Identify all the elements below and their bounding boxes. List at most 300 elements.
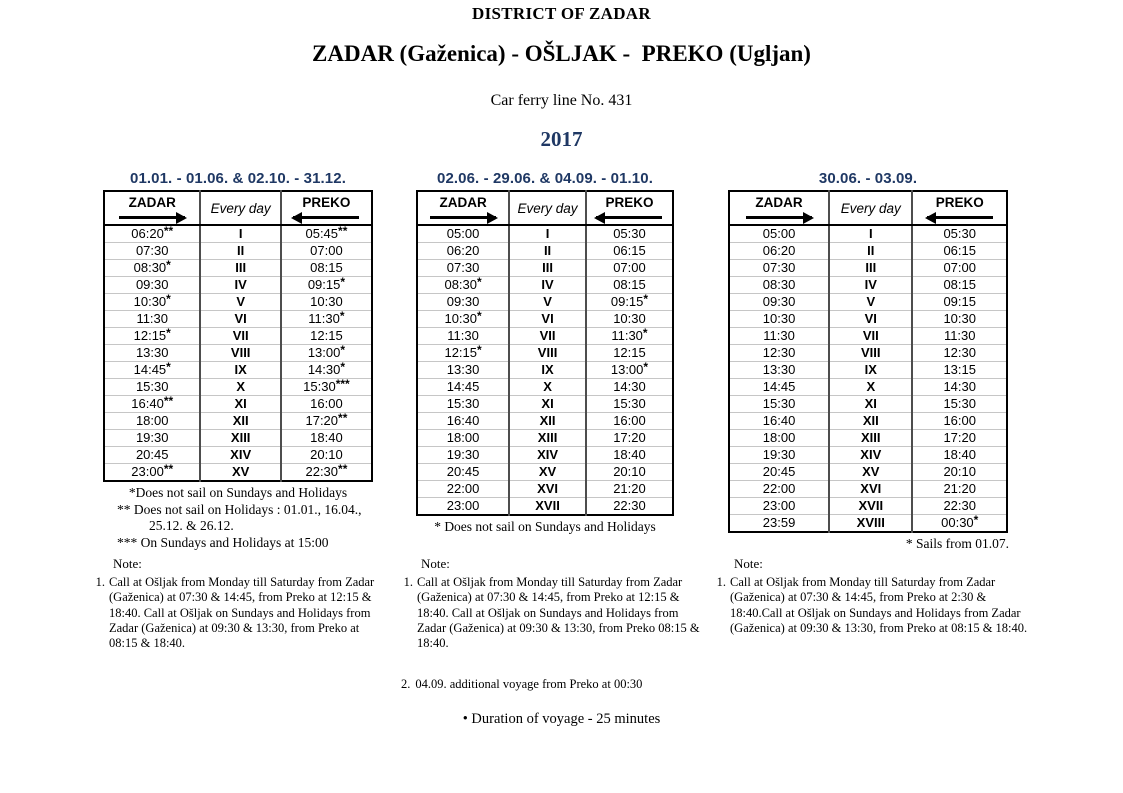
departure-time-cell <box>417 260 509 277</box>
trip-number-cell: XV <box>509 464 586 481</box>
table-row <box>104 447 372 464</box>
time-value: 06:20 <box>131 226 164 241</box>
time-value: 13:15 <box>943 362 976 377</box>
table-row <box>417 430 673 447</box>
arrival-time-cell <box>586 498 673 516</box>
time-value: 08:30 <box>444 277 478 292</box>
table-row <box>417 311 673 328</box>
time-value: 18:00 <box>762 430 796 445</box>
arrival-time-cell <box>586 243 673 260</box>
departure-time-cell <box>104 379 200 396</box>
departure-time-cell <box>417 430 509 447</box>
note-item-text: Call at Ošljak from Monday till Saturday from Zadar (Gaženica) at 07:30 & 14:45, from Preko at 12:15 & 18:40. Call at Ošljak on Sundays and Holidays from Zadar (Gaženica) at 09:30 & 13:30, from Preko 08:15 & 18:40. <box>417 575 700 651</box>
departure-time-cell <box>104 311 200 328</box>
footnote-marker: ** <box>163 394 174 408</box>
departure-time-cell <box>104 294 200 311</box>
trip-number-cell: III <box>509 260 586 277</box>
table-row <box>729 277 1007 294</box>
trip-number-cell: XIII <box>200 430 280 447</box>
arrival-time-cell <box>281 379 372 396</box>
departure-time-cell <box>729 379 829 396</box>
table-row <box>729 498 1007 515</box>
trip-number-cell: XI <box>509 396 586 413</box>
footnote-marker: * <box>643 292 649 306</box>
arrival-time-cell <box>912 362 1007 379</box>
arrival-time-cell <box>912 311 1007 328</box>
time-value: 10:30 <box>444 311 478 326</box>
table-row <box>729 379 1007 396</box>
arrival-time-cell <box>281 294 372 311</box>
trip-number-cell: VII <box>829 328 912 345</box>
time-value: 13:30 <box>446 362 480 377</box>
trip-number-cell: XVII <box>829 498 912 515</box>
departure-time-cell <box>104 225 200 243</box>
departure-time-cell <box>417 243 509 260</box>
departure-time-cell <box>104 413 200 430</box>
departure-time-cell <box>417 345 509 362</box>
footnote-marker: * <box>643 360 649 374</box>
trip-number-cell: XVII <box>509 498 586 516</box>
year-title: 2017 <box>540 127 583 151</box>
table-row <box>417 447 673 464</box>
arrival-time-cell <box>586 362 673 379</box>
trip-number-cell: I <box>200 225 280 243</box>
departure-time-cell <box>417 396 509 413</box>
table-footnote: ** Does not sail on Holidays : 01.01., 16.04., 25.12. & 26.12. <box>117 501 362 533</box>
time-value: 08:15 <box>310 260 343 275</box>
time-value: 10:30 <box>310 294 343 309</box>
footnote-marker: ** <box>163 462 174 476</box>
arrival-time-cell <box>912 345 1007 362</box>
time-value: 18:40 <box>613 447 646 462</box>
table-row <box>729 447 1007 464</box>
column-header-zadar <box>417 191 509 225</box>
time-value: 13:00 <box>307 345 341 360</box>
departure-time-cell <box>104 396 200 413</box>
footnote-marker: * <box>166 326 171 340</box>
time-value: 05:30 <box>613 226 646 241</box>
time-value: 06:15 <box>943 243 976 258</box>
trip-number-cell: I <box>509 225 586 243</box>
column-header-every-day: Every day <box>200 191 280 225</box>
arrival-time-cell <box>586 481 673 498</box>
footnote-marker: ** <box>163 224 174 238</box>
timetable-column-2 <box>402 170 688 536</box>
note-item-text: Call at Ošljak from Monday till Saturday from Zadar (Gaženica) at 07:30 & 14:45, from Preko at 12:15 & 18:40. Call at Ošljak on Sundays and Holidays from Zadar (Gaženica) at 09:30 & 13:30, from Preko at 08:15 & 18:40. <box>109 575 375 651</box>
trip-number-cell: VIII <box>200 345 280 362</box>
time-value: 14:45 <box>133 362 167 377</box>
destination-port-label: PREKO <box>302 195 351 210</box>
note-item-text: Call at Ošljak from Monday till Saturday from Zadar (Gaženica) at 07:30 & 14:45, from Preko at 2:30 & 18:40.Call at Ošljak on Sundays and Holidays from Zadar (Gaženica) at 09:30 & 13:30, from Preko at 08:15 & 18:40. <box>730 575 1028 635</box>
departure-time-cell <box>417 464 509 481</box>
departure-time-cell <box>104 464 200 482</box>
time-value: 07:00 <box>943 260 976 275</box>
footnote-marker: * <box>340 343 346 357</box>
trip-number-cell: XIII <box>509 430 586 447</box>
table-row <box>417 498 673 516</box>
time-value: 06:15 <box>613 243 646 258</box>
table-header-row <box>104 191 372 225</box>
arrival-time-cell <box>281 362 372 379</box>
trip-number-cell: IX <box>200 362 280 379</box>
departure-time-cell <box>104 328 200 345</box>
arrival-time-cell <box>912 225 1007 243</box>
time-value: 18:00 <box>446 430 480 445</box>
departure-time-cell <box>729 294 829 311</box>
note-item-number: 2. <box>401 677 411 691</box>
timetable-column-3 <box>714 170 1022 553</box>
time-value: 07:30 <box>762 260 796 275</box>
time-value: 06:20 <box>446 243 480 258</box>
time-value: 07:00 <box>310 243 343 258</box>
time-value: 09:15 <box>307 277 341 292</box>
trip-number-cell: II <box>829 243 912 260</box>
notes-section-3 <box>716 556 1030 636</box>
footnote-marker: * <box>477 343 482 357</box>
table-row <box>104 430 372 447</box>
time-value: 20:10 <box>613 464 646 479</box>
additional-voyage-note <box>401 677 642 692</box>
table-row <box>417 294 673 311</box>
time-value: 05:45 <box>305 226 339 241</box>
arrival-time-cell <box>912 515 1007 533</box>
time-value: 08:30 <box>133 260 167 275</box>
trip-number-cell: VI <box>509 311 586 328</box>
time-value: 10:30 <box>133 294 167 309</box>
table-row <box>417 260 673 277</box>
arrival-time-cell <box>281 260 372 277</box>
note-label: Note: <box>734 556 763 571</box>
note-item-text: 04.09. additional voyage from Preko at 00:30 <box>415 677 643 691</box>
departure-time-cell <box>729 481 829 498</box>
trip-number-cell: III <box>829 260 912 277</box>
table-row <box>729 345 1007 362</box>
time-value: 18:40 <box>943 447 976 462</box>
departure-time-cell <box>104 430 200 447</box>
table-footnotes <box>727 536 1009 553</box>
arrival-time-cell <box>281 243 372 260</box>
time-value: 21:20 <box>943 481 976 496</box>
time-value: 13:00 <box>610 362 644 377</box>
time-value: 05:00 <box>762 226 796 241</box>
table-row <box>729 430 1007 447</box>
trip-number-cell: XVIII <box>829 515 912 533</box>
departure-time-cell <box>729 498 829 515</box>
footnote-marker: * <box>166 258 171 272</box>
departure-time-cell <box>104 362 200 379</box>
departure-time-cell <box>729 328 829 345</box>
time-value: 09:30 <box>762 294 796 309</box>
departure-time-cell <box>417 362 509 379</box>
column-header-preko <box>281 191 372 225</box>
time-value: 07:30 <box>135 243 169 258</box>
time-value: 15:30 <box>613 396 646 411</box>
time-value: 09:30 <box>446 294 480 309</box>
note-item <box>95 575 387 651</box>
arrival-time-cell <box>912 396 1007 413</box>
date-range-header: 01.01. - 01.06. & 02.10. - 31.12. <box>130 170 346 187</box>
time-value: 17:20 <box>613 430 646 445</box>
trip-number-cell: XVI <box>829 481 912 498</box>
arrival-time-cell <box>912 464 1007 481</box>
table-header-row <box>729 191 1007 225</box>
trip-number-cell: V <box>509 294 586 311</box>
time-value: 14:30 <box>613 379 646 394</box>
departure-time-cell <box>417 277 509 294</box>
time-value: 22:30 <box>943 498 976 513</box>
table-row <box>417 396 673 413</box>
time-value: 11:30 <box>943 328 976 343</box>
arrival-time-cell <box>586 464 673 481</box>
table-row <box>104 396 372 413</box>
column-header-preko <box>586 191 673 225</box>
trip-number-cell: II <box>200 243 280 260</box>
origin-port-label: ZADAR <box>439 195 487 210</box>
table-row <box>104 243 372 260</box>
time-value: 11:30 <box>136 311 169 326</box>
time-value: 20:45 <box>446 464 480 479</box>
arrival-time-cell <box>586 447 673 464</box>
departure-time-cell <box>104 260 200 277</box>
departure-time-cell <box>417 481 509 498</box>
time-value: 11:30 <box>308 311 340 326</box>
table-row <box>417 243 673 260</box>
trip-number-cell: XIV <box>829 447 912 464</box>
time-value: 10:30 <box>762 311 796 326</box>
arrival-time-cell <box>281 277 372 294</box>
time-value: 11:30 <box>447 328 479 343</box>
table-row <box>104 362 372 379</box>
trip-number-cell: IV <box>829 277 912 294</box>
departure-time-cell <box>729 447 829 464</box>
notes-section-1 <box>95 556 387 651</box>
arrival-time-cell <box>912 447 1007 464</box>
arrow-left-icon <box>596 216 662 219</box>
notes-section-2 <box>403 556 705 651</box>
note-label: Note: <box>113 556 142 571</box>
footnote-marker: ** <box>338 462 348 476</box>
departure-time-cell <box>729 345 829 362</box>
table-row <box>417 362 673 379</box>
table-row <box>104 345 372 362</box>
arrival-time-cell <box>912 260 1007 277</box>
time-value: 14:45 <box>446 379 480 394</box>
table-footnote: * Does not sail on Sundays and Holidays <box>434 519 656 534</box>
table-row <box>417 345 673 362</box>
note-item <box>403 575 705 651</box>
arrival-time-cell <box>912 498 1007 515</box>
ferry-timetable <box>416 190 674 516</box>
footnote-marker: * <box>339 309 345 323</box>
time-value: 22:30 <box>305 464 339 479</box>
trip-number-cell: VIII <box>829 345 912 362</box>
arrival-time-cell <box>912 413 1007 430</box>
arrow-left-icon <box>293 216 359 219</box>
time-value: 11:30 <box>763 328 795 343</box>
trip-number-cell: III <box>200 260 280 277</box>
destination-port-label: PREKO <box>935 195 984 210</box>
departure-time-cell <box>417 498 509 516</box>
time-value: 10:30 <box>613 311 646 326</box>
arrival-time-cell <box>281 328 372 345</box>
time-value: 12:15 <box>133 328 167 343</box>
time-value: 22:30 <box>613 498 646 513</box>
time-value: 16:00 <box>310 396 343 411</box>
table-header-row <box>417 191 673 225</box>
table-row <box>729 396 1007 413</box>
trip-number-cell: VII <box>200 328 280 345</box>
time-value: 05:00 <box>446 226 480 241</box>
table-row <box>417 225 673 243</box>
trip-number-cell: X <box>829 379 912 396</box>
footnote-marker: * <box>166 292 171 306</box>
time-value: 20:45 <box>762 464 796 479</box>
trip-number-cell: XV <box>829 464 912 481</box>
time-value: 15:30 <box>446 396 480 411</box>
trip-number-cell: XIV <box>200 447 280 464</box>
table-row <box>417 379 673 396</box>
ferry-timetable <box>103 190 373 482</box>
trip-number-cell: VI <box>200 311 280 328</box>
departure-time-cell <box>417 328 509 345</box>
ferry-line-subtitle: Car ferry line No. 431 <box>490 92 633 109</box>
time-value: 08:30 <box>762 277 796 292</box>
table-footnotes <box>415 519 675 536</box>
time-value: 06:20 <box>762 243 796 258</box>
arrival-time-cell <box>281 413 372 430</box>
arrival-time-cell <box>281 447 372 464</box>
table-footnote: *** On Sundays and Holidays at 15:00 <box>117 534 329 550</box>
footnote-marker: * <box>973 513 979 527</box>
note-item <box>716 575 1030 636</box>
origin-port-label: ZADAR <box>128 195 176 210</box>
time-value: 08:15 <box>943 277 976 292</box>
arrow-right-icon <box>119 216 185 219</box>
arrival-time-cell <box>281 464 372 482</box>
note-item-number: 1. <box>403 575 413 590</box>
table-row <box>104 464 372 482</box>
arrival-time-cell <box>912 481 1007 498</box>
time-value: 23:00 <box>446 498 480 513</box>
time-value: 07:30 <box>446 260 480 275</box>
table-row <box>104 311 372 328</box>
ferry-timetable <box>728 190 1008 533</box>
departure-time-cell <box>417 379 509 396</box>
departure-time-cell <box>729 362 829 379</box>
departure-time-cell <box>104 447 200 464</box>
trip-number-cell: VI <box>829 311 912 328</box>
table-row <box>729 243 1007 260</box>
time-value: 14:30 <box>307 362 341 377</box>
table-row <box>729 328 1007 345</box>
time-value: 16:40 <box>131 396 164 411</box>
table-row <box>729 362 1007 379</box>
time-value: 16:40 <box>446 413 480 428</box>
route-title: ZADAR (Gaženica) - OŠLJAK - PREKO (Ugljan) <box>312 41 811 66</box>
departure-time-cell <box>729 311 829 328</box>
arrival-time-cell <box>586 345 673 362</box>
arrival-time-cell <box>586 413 673 430</box>
arrival-time-cell <box>912 294 1007 311</box>
time-value: 22:00 <box>762 481 796 496</box>
footnote-marker: ** <box>338 224 348 238</box>
trip-number-cell: IV <box>200 277 280 294</box>
time-value: 19:30 <box>446 447 480 462</box>
table-footnote: *Does not sail on Sundays and Holidays <box>128 485 348 500</box>
table-row <box>729 481 1007 498</box>
footnote-marker: * <box>477 309 482 323</box>
note-item-number: 1. <box>95 575 105 590</box>
footnote-marker: * <box>642 326 648 340</box>
time-value: 09:15 <box>610 294 644 309</box>
trip-number-cell: X <box>200 379 280 396</box>
departure-time-cell <box>729 396 829 413</box>
footnote-marker: * <box>340 360 346 374</box>
date-range-header: 30.06. - 03.09. <box>818 170 918 187</box>
arrival-time-cell <box>586 379 673 396</box>
time-value: 12:30 <box>943 345 976 360</box>
arrival-time-cell <box>586 396 673 413</box>
footnote-marker: * <box>166 360 171 374</box>
time-value: 10:30 <box>943 311 976 326</box>
arrival-time-cell <box>586 430 673 447</box>
footnote-marker: * <box>340 275 346 289</box>
table-row <box>104 328 372 345</box>
departure-time-cell <box>417 294 509 311</box>
trip-number-cell: X <box>509 379 586 396</box>
arrival-time-cell <box>281 396 372 413</box>
time-value: 18:40 <box>310 430 343 445</box>
departure-time-cell <box>417 413 509 430</box>
trip-number-cell: II <box>509 243 586 260</box>
trip-number-cell: XV <box>200 464 280 482</box>
time-value: 12:15 <box>310 328 343 343</box>
time-value: 00:30 <box>941 515 974 530</box>
column-header-every-day: Every day <box>509 191 586 225</box>
arrival-time-cell <box>586 260 673 277</box>
arrival-time-cell <box>281 225 372 243</box>
trip-number-cell: XII <box>200 413 280 430</box>
arrival-time-cell <box>586 328 673 345</box>
arrival-time-cell <box>912 277 1007 294</box>
column-header-preko <box>912 191 1007 225</box>
departure-time-cell <box>104 243 200 260</box>
time-value: 19:30 <box>135 430 169 445</box>
table-row <box>104 260 372 277</box>
trip-number-cell: XII <box>829 413 912 430</box>
table-row <box>104 225 372 243</box>
district-title: DISTRICT OF ZADAR <box>472 4 651 23</box>
voyage-duration-note: • Duration of voyage - 25 minutes <box>462 711 661 727</box>
table-footnote: * Sails from 01.07. <box>905 536 1009 551</box>
destination-port-label: PREKO <box>605 195 654 210</box>
table-row <box>104 294 372 311</box>
trip-number-cell: XVI <box>509 481 586 498</box>
departure-time-cell <box>417 311 509 328</box>
arrival-time-cell <box>912 430 1007 447</box>
time-value: 16:40 <box>762 413 796 428</box>
time-value: 15:30 <box>135 379 169 394</box>
time-value: 09:15 <box>943 294 976 309</box>
departure-time-cell <box>104 277 200 294</box>
trip-number-cell: IV <box>509 277 586 294</box>
time-value: 12:15 <box>613 345 646 360</box>
time-value: 12:30 <box>762 345 796 360</box>
table-row <box>417 413 673 430</box>
note-label: Note: <box>421 556 450 571</box>
timetable-column-1 <box>88 170 388 551</box>
time-value: 23:59 <box>762 515 796 530</box>
